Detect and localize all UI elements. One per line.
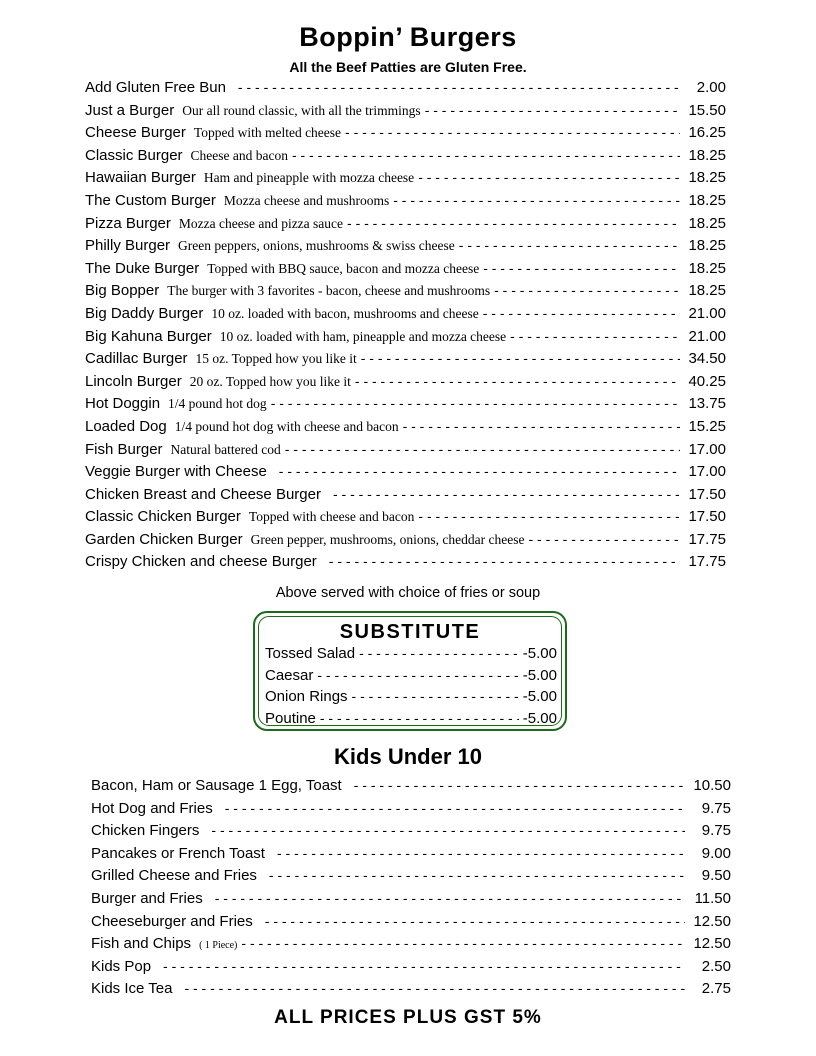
item-name: Cadillac Burger xyxy=(85,350,188,368)
item-name: Veggie Burger with Cheese xyxy=(85,463,267,481)
item-name: Just a Burger xyxy=(85,101,175,119)
dot-leader xyxy=(345,124,680,140)
item-name: Poutine xyxy=(265,709,316,727)
dot-leader xyxy=(352,688,519,704)
item-price: -5.00 xyxy=(522,645,557,662)
dot-leader xyxy=(265,913,685,929)
menu-row xyxy=(91,913,731,936)
served-with-note: Above served with choice of fries or soup xyxy=(275,585,541,601)
dot-leader xyxy=(483,260,680,276)
menu-row xyxy=(85,237,726,260)
menu-row xyxy=(85,192,726,215)
item-name: Big Bopper xyxy=(85,282,160,300)
item-price: 18.25 xyxy=(688,169,726,187)
item-price: -5.00 xyxy=(522,688,557,705)
dot-leader xyxy=(269,867,685,883)
item-description: Green peppers, onions, mushrooms & swiss cheese xyxy=(178,238,455,254)
dot-leader xyxy=(418,169,680,185)
item-name: The Custom Burger xyxy=(85,191,216,209)
substitute-row xyxy=(265,688,557,710)
substitute-row xyxy=(265,710,557,732)
item-name: Hot Dog and Fries xyxy=(91,799,213,817)
menu-row xyxy=(85,260,726,283)
item-price: 17.00 xyxy=(688,440,726,458)
item-name: Big Daddy Burger xyxy=(85,304,204,322)
item-description: Topped with melted cheese xyxy=(193,125,342,141)
dot-leader xyxy=(403,418,680,434)
menu-row xyxy=(91,980,731,1003)
item-name: Add Gluten Free Bun xyxy=(85,79,226,96)
item-price: 15.25 xyxy=(688,417,726,435)
menu-row xyxy=(85,418,726,441)
dot-leader xyxy=(225,800,685,816)
dot-leader xyxy=(333,486,680,502)
menu-row xyxy=(85,373,726,396)
item-price: 18.25 xyxy=(688,146,726,164)
item-price: 2.75 xyxy=(701,980,731,998)
menu-title: Boppin’ Burgers xyxy=(299,22,517,52)
item-price: 18.25 xyxy=(688,259,726,277)
item-price: 13.75 xyxy=(688,395,726,413)
dot-leader xyxy=(459,237,680,253)
menu-row xyxy=(85,305,726,328)
item-price: 2.00 xyxy=(696,79,726,96)
item-price: 9.00 xyxy=(701,844,731,862)
substitute-row xyxy=(265,645,557,667)
item-price: 40.25 xyxy=(688,372,726,390)
dot-leader xyxy=(355,373,680,389)
item-price: 17.75 xyxy=(688,530,726,548)
item-price: 16.25 xyxy=(688,124,726,142)
menu-row xyxy=(85,486,726,509)
substitute-row xyxy=(265,667,557,689)
dot-leader xyxy=(494,282,680,298)
item-description: 15 oz. Topped how you like it xyxy=(195,351,357,367)
dot-leader xyxy=(347,215,680,231)
item-price: 18.25 xyxy=(688,214,726,232)
item-price: -5.00 xyxy=(522,666,557,684)
item-description: Our all round classic, with all the trimmings xyxy=(182,102,421,118)
item-name: Fish Burger xyxy=(85,440,163,458)
kids-list xyxy=(91,777,731,1003)
item-name: Bacon, Ham or Sausage 1 Egg, Toast xyxy=(91,777,342,794)
dot-leader xyxy=(238,79,680,95)
item-name: Pancakes or French Toast xyxy=(91,844,265,862)
item-name: The Duke Burger xyxy=(85,259,200,277)
item-price: 21.00 xyxy=(688,304,726,322)
menu-row xyxy=(85,553,726,576)
gst-notice: ALL PRICES PLUS GST 5% xyxy=(274,1007,542,1028)
item-name: Lincoln Burger xyxy=(85,372,182,390)
item-name: Crispy Chicken and cheese Burger xyxy=(85,553,317,571)
dot-leader xyxy=(277,845,685,861)
item-name: Burger and Fries xyxy=(91,889,203,907)
item-name: Philly Burger xyxy=(85,237,171,255)
item-price: 15.50 xyxy=(688,101,726,119)
item-name: Loaded Dog xyxy=(85,417,167,435)
item-price: -5.00 xyxy=(522,709,557,727)
menu-row xyxy=(85,441,726,464)
item-name: Grilled Cheese and Fries xyxy=(91,867,257,885)
item-price: 34.50 xyxy=(688,350,726,368)
item-name: Big Kahuna Burger xyxy=(85,327,212,345)
item-description: Cheese and bacon xyxy=(190,147,288,163)
item-price: 9.75 xyxy=(701,822,731,840)
item-description: 20 oz. Topped how you like it xyxy=(189,373,351,389)
dot-leader xyxy=(329,553,680,569)
dot-leader xyxy=(354,777,685,793)
menu-row xyxy=(85,147,726,170)
item-name: Chicken Fingers xyxy=(91,822,200,840)
item-description: The burger with 3 favorites - bacon, cheese and mushrooms xyxy=(167,283,491,299)
dot-leader xyxy=(271,395,680,411)
item-price: 18.25 xyxy=(688,282,726,300)
item-description: Topped with cheese and bacon xyxy=(248,509,415,525)
substitute-title: SUBSTITUTE xyxy=(339,621,481,643)
dot-leader xyxy=(241,935,685,951)
item-price: 9.50 xyxy=(701,867,731,885)
kids-section-title: Kids Under 10 xyxy=(334,744,482,769)
item-price: 17.50 xyxy=(688,508,726,526)
menu-row xyxy=(85,531,726,554)
item-name: Hot Doggin xyxy=(85,395,161,413)
dot-leader xyxy=(211,822,685,838)
menu-row xyxy=(91,800,731,823)
item-price: 18.25 xyxy=(688,191,726,209)
gluten-free-note: All the Beef Patties are Gluten Free. xyxy=(289,59,527,75)
dot-leader xyxy=(361,350,680,366)
menu-row xyxy=(85,395,726,418)
menu-row xyxy=(91,935,731,958)
menu-row xyxy=(85,79,726,102)
item-price: 12.50 xyxy=(693,935,731,953)
item-price: 2.50 xyxy=(701,957,731,975)
substitute-box xyxy=(253,611,567,731)
item-price: 12.50 xyxy=(693,912,731,930)
substitute-list xyxy=(265,645,557,731)
dot-leader xyxy=(317,667,518,683)
dot-leader xyxy=(279,463,680,479)
item-description: 10 oz. loaded with ham, pineapple and mozza cheese xyxy=(219,328,507,344)
item-note: ( 1 Piece) xyxy=(199,940,238,952)
item-description: Ham and pineapple with mozza cheese xyxy=(203,170,415,186)
dot-leader xyxy=(292,147,680,163)
item-price: 18.25 xyxy=(688,237,726,255)
dot-leader xyxy=(215,890,685,906)
item-name: Classic Chicken Burger xyxy=(85,508,241,526)
menu-row xyxy=(85,215,726,238)
dot-leader xyxy=(528,531,680,547)
item-name: Caesar xyxy=(265,666,314,684)
item-price: 17.50 xyxy=(688,485,726,503)
item-description: 10 oz. loaded with bacon, mushrooms and cheese xyxy=(211,305,479,321)
item-description: 1/4 pound hot dog xyxy=(168,396,267,412)
menu-row xyxy=(85,169,726,192)
item-price: 11.50 xyxy=(694,889,731,907)
item-description: Topped with BBQ sauce, bacon and mozza cheese xyxy=(207,260,480,276)
menu-row xyxy=(85,508,726,531)
dot-leader xyxy=(483,305,680,321)
item-name: Cheese Burger xyxy=(85,124,186,142)
item-price: 9.75 xyxy=(701,799,731,817)
item-name: Cheeseburger and Fries xyxy=(91,912,253,930)
item-price: 17.00 xyxy=(688,463,726,481)
item-name: Chicken Breast and Cheese Burger xyxy=(85,485,321,503)
menu-row xyxy=(91,822,731,845)
item-description: 1/4 pound hot dog with cheese and bacon xyxy=(174,418,399,434)
item-description: Natural battered cod xyxy=(170,441,281,457)
item-price: 10.50 xyxy=(693,777,731,794)
menu-row xyxy=(85,282,726,305)
burger-list xyxy=(85,79,726,576)
menu-row xyxy=(91,845,731,868)
menu-row xyxy=(91,890,731,913)
item-price: 21.00 xyxy=(688,327,726,345)
menu-row xyxy=(91,958,731,981)
item-name: Hawaiian Burger xyxy=(85,169,196,187)
menu-row xyxy=(85,102,726,125)
item-name: Classic Burger xyxy=(85,146,183,164)
item-name: Onion Rings xyxy=(265,688,348,705)
dot-leader xyxy=(510,328,680,344)
item-name: Tossed Salad xyxy=(265,645,356,662)
menu-row xyxy=(85,463,726,486)
menu-row xyxy=(91,867,731,890)
item-name: Garden Chicken Burger xyxy=(85,530,243,548)
item-description: Mozza cheese and pizza sauce xyxy=(178,215,344,231)
dot-leader xyxy=(184,980,685,996)
dot-leader xyxy=(425,102,680,118)
dot-leader xyxy=(418,508,680,524)
dot-leader xyxy=(320,710,519,726)
item-description: Green pepper, mushrooms, onions, cheddar cheese xyxy=(250,531,525,547)
menu-row xyxy=(85,124,726,147)
menu-row xyxy=(85,328,726,351)
dot-leader xyxy=(285,441,680,457)
item-price: 17.75 xyxy=(688,553,726,571)
item-name: Pizza Burger xyxy=(85,214,171,232)
dot-leader xyxy=(359,645,519,661)
dot-leader xyxy=(393,192,680,208)
menu-row xyxy=(91,777,731,800)
item-name: Kids Ice Tea xyxy=(91,980,173,998)
item-name: Fish and Chips xyxy=(91,935,192,953)
menu-row xyxy=(85,350,726,373)
item-description: Mozza cheese and mushrooms xyxy=(223,192,390,208)
dot-leader xyxy=(163,958,685,974)
item-name: Kids Pop xyxy=(91,957,152,975)
